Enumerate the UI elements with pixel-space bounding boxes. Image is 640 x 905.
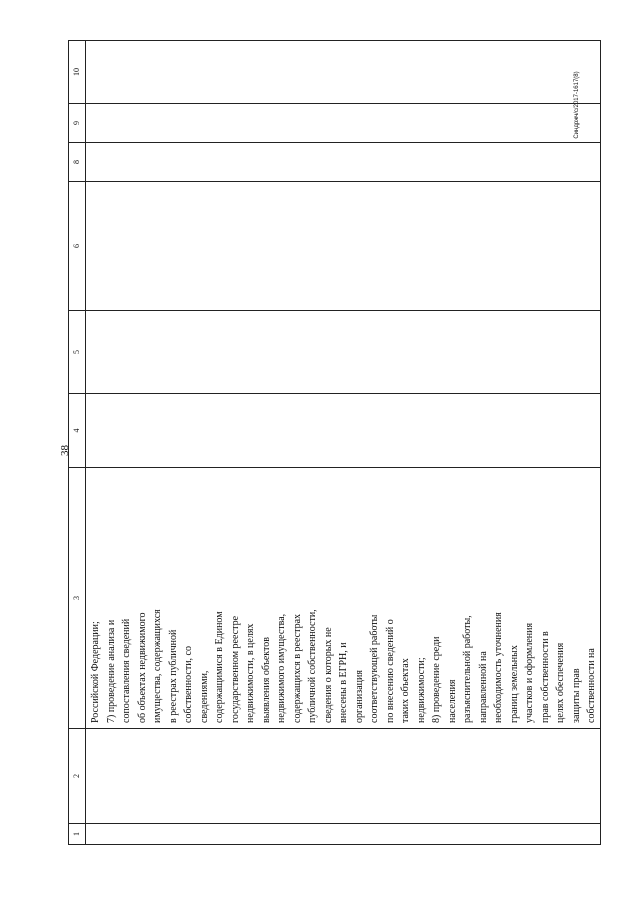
text-line: населения [446,679,458,723]
cell-text-block [86,468,600,728]
text-line: публичной собственности, [307,609,318,723]
data-table [68,40,601,845]
text-line: сведения о которых не [322,627,334,723]
header-cell: 9 [69,104,86,143]
text-line: участков и оформления [524,622,535,723]
header-cell: 3 [69,468,86,729]
text-line: выявления объектов [260,637,272,723]
text-line: внесены в ЕГРН, и [338,642,349,723]
header-cell: 1 [69,824,86,845]
text-line: по внесению сведений о [384,619,396,723]
text-line: государственном реестре [229,615,241,723]
table-row [86,41,601,845]
text-line: необходимость уточнения [493,612,504,723]
text-line: целях обеспечения [555,642,566,723]
text-line: недвижимости, в целях [245,623,256,723]
table-cell-text [86,468,601,729]
table-cell [86,824,601,845]
text-line: 8) проведение среди [431,636,442,723]
text-line: собственности на [586,648,597,723]
text-line: 7) проведение анализа и [105,619,117,723]
header-row [69,41,86,845]
text-line: направленной на [477,651,489,723]
text-line: об объектах недвижимого [136,612,148,723]
text-line: в реестрах публичной [167,629,179,723]
text-line: имущества, содержащихся [152,609,163,723]
table-cell [86,394,601,468]
text-line: защиты прав [570,668,582,723]
text-line: Российской Федерации; [90,621,101,723]
table-cell [86,182,601,311]
page-number: 38 [58,444,71,456]
text-line: содержащимися в Едином [214,611,225,723]
text-line: границ земельных [508,645,520,723]
header-cell: 5 [69,311,86,394]
text-line: таких объектах [400,658,411,723]
text-line: разъяснительной работы, [462,615,473,723]
document-code: Синдржч/с/2017-1617(8) [574,71,580,139]
text-line: соответствующей работы [369,614,380,723]
header-cell: 6 [69,182,86,311]
table-cell [86,311,601,394]
text-line: содержащихся в реестрах [291,613,303,723]
header-cell: 10 [69,41,86,104]
table-cell [86,104,601,143]
text-line: недвижимого имущества, [276,613,287,723]
table-cell [86,143,601,182]
table-cell [86,41,601,104]
header-cell: 2 [69,729,86,824]
text-line: сведениями, [198,670,210,723]
rotated-table-area [68,50,597,845]
text-line: собственности, со [183,646,194,723]
text-line: недвижимости; [415,657,427,723]
table-cell [86,729,601,824]
text-line: сопоставления сведений [121,618,132,723]
text-line: организация [353,670,365,723]
header-cell: 8 [69,143,86,182]
header-cell: 4 [69,394,86,468]
text-line: прав собственности в [539,631,551,723]
